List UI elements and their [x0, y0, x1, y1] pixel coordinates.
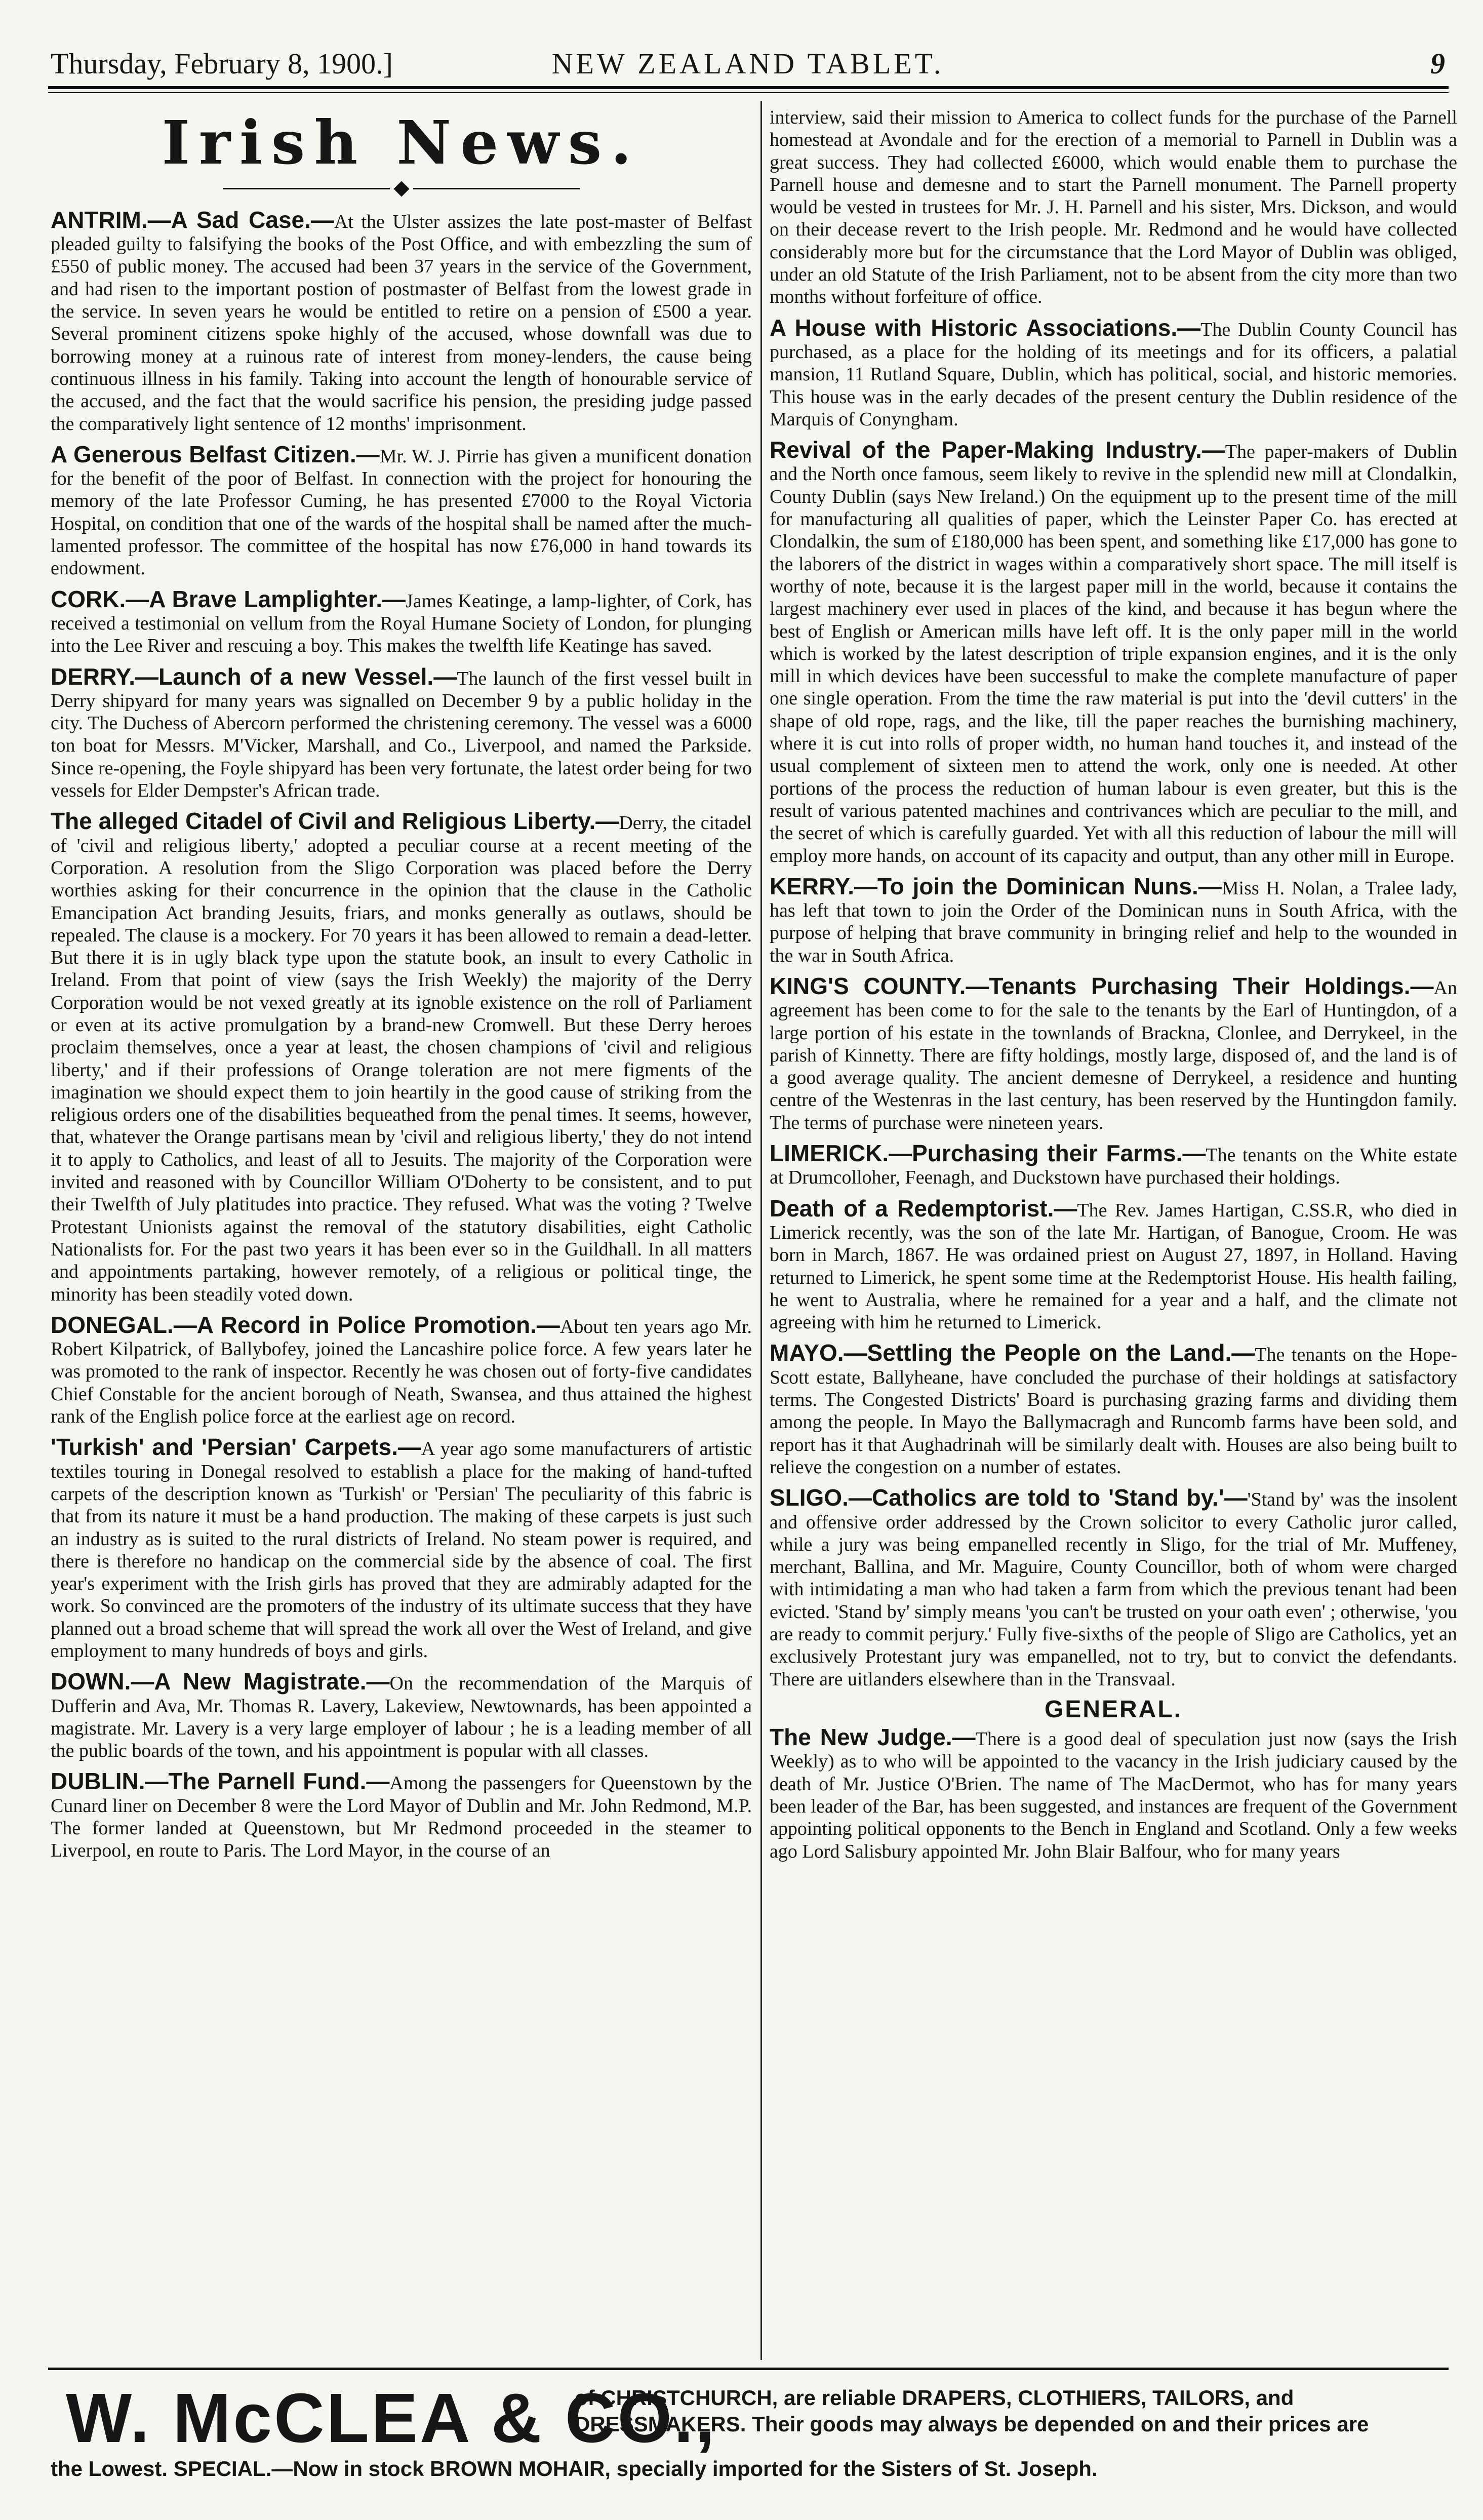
news-item	[51, 443, 752, 580]
news-item	[770, 972, 1457, 1134]
news-body: James Keatinge, a lamp-lighter, of Cork, has received a testimonial on vellum from the Royal Humane Society of London, for plunging into the Lee River and rescuing a boy. This makes the twelfth life Keatinge has saved.	[51, 590, 752, 657]
news-body: A year ago some manufacturers of artistic textiles touring in Donegal resolved to establish a place for the making of hand-tufted carpets of the description known as 'Turkish' or 'Persian' The peculiarity of this fabric is that from its nature it must be a hand production. The making of these carpets is just such an industry as is suited to the rural districts of Ireland. No steam power is required, and there is therefore no handicap on the commercial side by the absence of coal. The first year's experiment with the Irish girls has proved that they are admirably adapted for the work. So convinced are the promoters of the industry of its ultimate success that they have planned out a broad scheme that will spread the work all over the West of Ireland, and give employment to many hundreds of boys and girls.	[51, 1438, 752, 1662]
news-body: There is a good deal of speculation just now (says the Irish Weekly) as to who will be appointed to the vacancy in the Irish judiciary caused by the death of Mr. Justice O'Brien. The name of The MacDermot, who has for many years been leader of the Bar, has been suggested, and instances are frequent of the Government appointing political opponents to the Bench in England and Scotland. Only a few weeks ago Lord Salisbury appointed Mr. John Blair Balfour, who for many years	[770, 1728, 1457, 1862]
news-headline: MAYO.—Settling the People on the Land.—	[770, 1340, 1255, 1366]
news-headline: DUBLIN.—The Parnell Fund.—	[51, 1768, 390, 1795]
news-item	[770, 439, 1457, 867]
news-headline: LIMERICK.—Purchasing their Farms.—	[770, 1140, 1206, 1167]
right-column	[770, 106, 1457, 2355]
news-headline: DERRY.—Launch of a new Vessel.—	[51, 663, 457, 690]
title-ornament	[51, 183, 752, 194]
news-headline: KING'S COUNTY.—Tenants Purchasing Their Holdings.—	[770, 972, 1434, 999]
news-body: Mr. W. J. Pirrie has given a munificent donation for the benefit of the poor of Belfast. In connection with the project for honouring the memory of the late Professor Cuming, he has presented £7000 to the Royal Victoria Hospital, on condition that one of the wards of the hospital shall be named after the much-lamented professor. The committee of the hospital has now £76,000 in hand towards its endowment.	[51, 445, 752, 579]
news-headline: Death of a Redemptorist.—	[770, 1195, 1077, 1222]
news-item	[51, 810, 752, 1306]
news-item	[770, 1486, 1457, 1690]
news-body: The Rev. James Hartigan, C.SS.R, who died in Limerick recently, was the son of the late Mr. Hartigan, of Banogue, Croom. He was born in March, 1867. He was ordained priest on August 27, 1897, in Holland. Having returned to Limerick, he spent some time at the Redemptorist House. His health failing, he went to Australia, where he remained for a year and a half, and the climate not agreeing with him he returned to Limerick.	[770, 1199, 1457, 1333]
news-headline: DONEGAL.—A Record in Police Promotion.—	[51, 1311, 560, 1338]
right-articles	[770, 106, 1457, 1863]
news-item	[51, 1436, 752, 1662]
news-headline: ANTRIM.—A Sad Case.—	[51, 206, 334, 233]
news-headline: DOWN.—A New Magistrate.—	[51, 1668, 390, 1695]
header-rule	[48, 86, 1449, 89]
news-item	[770, 1726, 1457, 1863]
news-item	[770, 1142, 1457, 1189]
news-body: About ten years ago Mr. Robert Kilpatrick, of Ballybofey, joined the Lancashire police force. A few years later he was promoted to the rank of inspector. Recently he was chosen out of forty-five candidates Chief Constable for the ancient borough of Neath, Swansea, and thus attained the highest rank of the English police force at the earliest age on record.	[51, 1316, 752, 1428]
left-column	[51, 106, 752, 2355]
news-body: interview, said their mission to America to collect funds for the purchase of the Parnell homestead at Avondale and for the erection of a memorial to Parnell in Dublin was a great success. They had collected £6000, which would enable them to purchase the Parnell house and demesne and to start the Parnell monument. The Parnell property would be vested in trustees for Mr. J. H. Parnell and his sister, Mrs. Dickson, and would on their decease revert to the Irish people. Mr. Redmond and he would have collected considerably more but for the circumstance that the Lord Mayor of Dublin was obliged, under an old Statute of the Irish Parliament, not to be absent from the city more than two months without forfeiture of office.	[770, 107, 1457, 308]
advertisement-rule	[48, 2368, 1449, 2370]
news-item	[770, 314, 1457, 430]
news-item	[770, 875, 1457, 967]
news-body: Miss H. Nolan, a Tralee lady, has left that town to join the Order of the Dominican nuns in South Africa, with the purpose of helping that brave community in bringing relief and help to the wounded in the war in South Africa.	[770, 877, 1457, 966]
news-body: At the Ulster assizes the late post-master of Belfast pleaded guilty to falsifying the books of the Post Office, and with embezzling the sum of £550 of public money. The accused had been 37 years in the service of the Government, and had risen to the important postion of postmaster of Belfast from the lowest grade in the service. In seven years he would be entitled to retire on a pension of £500 a year. Several prominent citizens spoke highly of the accused, whose downfall was due to borrowing money at a ruinous rate of interest from money-lenders, the cause being continuous illness in his family. Taking into account the length of honourable service of the accused, and the fact that the would sacrifice his pension, the presiding judge passed the comparatively light sentence of 12 months' imprisonment.	[51, 211, 752, 435]
ad-line-2: DRESSMAKERS. Their goods may always be depended on and their prices are	[575, 2412, 1369, 2436]
news-headline: KERRY.—To join the Dominican Nuns.—	[770, 873, 1222, 899]
news-item	[770, 106, 1457, 308]
diamond-ornament-icon	[393, 181, 409, 196]
news-headline: A Generous Belfast Citizen.—	[51, 441, 380, 467]
news-body: Derry, the citadel of 'civil and religious liberty,' adopted a peculiar course at a recent meeting of the Corporation. A resolution from the Sligo Corporation was placed before the Derry worthies asking for their concurrence in the opinion that the clause in the Catholic Emancipation Act branding Jesuits, friars, and monks generally as outlaws, should be repealed. The clause is a mockery. For 70 years it has been allowed to remain a dead-letter. But there it is in ugly black type upon the statute book, an insult to every Catholic in Ireland. From that point of view (says the Irish Weekly) the majority of the Derry Corporation would be not vexed greatly at its ignoble existence on the roll of Parliament or even at its active promulgation by a brand-new Cromwell. But these Derry heroes proclaim themselves, once a year at least, the chosen champions of 'civil and religious liberty,' and if their professions of Orange toleration are not mere figments of the imagination we should expect them to join heartily in the good cause of striking from the religious orders one of the disabilities bequeathed from the penal times. It seems, however, that, whatever the Orange partisans mean by 'civil and religious liberty,' they do not intend it to apply to Catholics, and least of all to Jesuits. The majority of the Corporation were invited and reasoned with by Councillor William O'Doherty to be consistent, and to put their Twelfth of July platitudes into practice. They refused. What was the voting ? Twelve Protestant Unionists against the removal of the statutory disabilities, eight Catholic Nationalists for. For the past two years it has been ever so in the Guildhall. In all matters and appointments partaking, however remotely, of a religious or political tinge, the minority has been steadily voted down.	[51, 812, 752, 1305]
section-heading: GENERAL.	[1044, 1696, 1182, 1723]
running-header	[51, 28, 1445, 78]
news-headline: CORK.—A Brave Lamplighter.—	[51, 585, 406, 612]
news-body: Among the passengers for Queenstown by the Cunard liner on December 8 were the Lord Mayor of Dublin and Mr. John Redmond, M.P. The former landed at Queenstown, but Mr Redmond proceeded in the steamer to Liverpool, en route to Paris. The Lord Mayor, in the course of an	[51, 1773, 752, 1862]
news-body: On the recommendation of the Marquis of Dufferin and Ava, Mr. Thomas R. Lavery, Lakeview, Newtownards, has been appointed a magistrate. Mr. Lavery is a very large employer of labour ; he is a leading member of all the public boards of the town, and his appointment is popular with all classes.	[51, 1673, 752, 1762]
ad-brand: W. McCLEA & CO.,	[66, 2379, 717, 2457]
column-divider	[760, 101, 762, 2360]
news-item	[51, 1670, 752, 1762]
news-body: The tenants on the White estate at Drumcolloher, Feenagh, and Duckstown have purchased their holdings.	[770, 1145, 1457, 1189]
ad-line-1: of CHRISTCHURCH, are reliable DRAPERS, CLOTHIERS, TAILORS, and	[575, 2386, 1294, 2410]
news-body: The Dublin County Council has purchased, as a place for the holding of its meetings and for its officers, a palatial mansion, 11 Rutland Square, Dublin, which has political, social, and historic memories. This house was in the early decades of the present century the Dublin residence of the Marquis of Conyngham.	[770, 319, 1457, 430]
news-body: The paper-makers of Dublin and the North once famous, seem likely to revive in the splendid new mill at Clondalkin, County Dublin (says New Ireland.) On the equipment up to the present time of the mill for manufacturing all qualities of paper, which the Leinster Paper Co. has erected at Clondalkin, the sum of £180,000 has been spent, and something like £17,000 has gone to the laborers of the district in wages within a comparatively short space. The mill itself is worthy of note, because it is the largest paper mill in the world, because it contains the largest machinery ever used in places of the kind, and because it has begun where the best of English or American mills have left off. It is the only paper mill in the world which is worked by the latest description of triple expansion engines, and it is the only mill in which devices have been successful to make the complete manufacture of paper one single operation. From the time the raw material is put into the 'devil cutters' in the shape of old rope, rags, and the like, till the paper reaches the burnishing machinery, where it is cut into rolls of proper width, no human hand touches it, and instead of the usual complement of sixteen men to attend the work, only one is needed. At other portions of the process the reduction of human labour is even greater, but this is the result of various patented machines and contrivances which are peculiar to the mill, and the secret of which is carefully guarded. Yet with all this reduction of labour the mill will employ more hands, on account of its capacity and output, than any other mill in Europe.	[770, 441, 1457, 867]
news-body: The tenants on the Hope-Scott estate, Ballyheane, have concluded the purchase of their holdings at satisfactory terms. The Congested Districts' Board is purchasing grazing farms and dividing them among the people. In Mayo the Ballymacragh and Runcomb farms have been sold, and report has it that Aughadrinah will be similarly dealt with. Houses are also being built to relieve the congestion on a number of estates.	[770, 1344, 1457, 1478]
news-headline: The New Judge.—	[770, 1724, 976, 1751]
news-item	[770, 1342, 1457, 1478]
paper-title: NEW ZEALAND TABLET.	[551, 47, 944, 80]
issue-date: Thursday, February 8, 1900.]	[51, 47, 393, 80]
news-headline: 'Turkish' and 'Persian' Carpets.—	[51, 1434, 421, 1461]
section-title: Irish News.	[162, 107, 641, 178]
ad-line-3: the Lowest. SPECIAL.—Now in stock BROWN MOHAIR, specially imported for the Sisters of St. Joseph.	[51, 2457, 1098, 2480]
news-headline: Revival of the Paper-Making Industry.—	[770, 437, 1225, 463]
header-rule-thin	[48, 92, 1449, 93]
news-body: 'Stand by' was the insolent and offensive order addressed by the Crown solicitor to every Catholic juror called, while a jury was being empanelled recently in Sligo, for the trial of Mr. Muffeney, merchant, Ballina, and Mr. Maguire, County Councillor, both of whom were charged with intimidating a man who had taken a farm from which the previous tenant had been evicted. 'Stand by' simply means 'you can't be trusted on your oath even' ; otherwise, 'you are ready to commit perjury.' Fully five-sixths of the people of Sligo are Catholics, yet an exclusively Protestant jury was empanelled, not to try, but to convict the defendants. There are uitlanders elsewhere than in the Transvaal.	[770, 1489, 1457, 1690]
news-item	[51, 206, 752, 435]
news-headline: SLIGO.—Catholics are told to 'Stand by.'—	[770, 1484, 1248, 1511]
news-item	[51, 665, 752, 802]
advertisement	[51, 2380, 1445, 2507]
news-item	[51, 1311, 752, 1428]
page-number: 9	[1430, 47, 1445, 80]
news-body: An agreement has been come to for the sale to the tenants by the Earl of Huntingdon, of a large portion of his estate in the townlands of Brackna, Clonlee, and Derrykeel, in the parish of Kinnetty. There are fifty holdings, mostly large, disposed of, and the land is of a good average quality. The ancient demesne of Derrykeel, a residence and hunting centre of the Westenras in the last century, has been reserved by the Huntingdon family. The terms of purchase were nineteen years.	[770, 977, 1457, 1133]
news-item	[51, 585, 752, 657]
news-headline: The alleged Citadel of Civil and Religious Liberty.—	[51, 808, 619, 835]
news-body: The launch of the first vessel built in Derry shipyard for many years was signalled on December 9 by a public holiday in the city. The Duchess of Abercorn performed the christening ceremony. The vessel was a 6000 ton boat for Messrs. M'Vicker, Marshall, and Co., Liverpool, and named the Parkside. Since re-opening, the Foyle shipyard has been very fortunate, the latest order being for two vessels for Elder Dempster's African trade.	[51, 667, 752, 802]
news-item	[51, 1770, 752, 1862]
news-headline: A House with Historic Associations.—	[770, 314, 1201, 341]
news-item	[770, 1197, 1457, 1334]
left-articles	[51, 206, 752, 1862]
